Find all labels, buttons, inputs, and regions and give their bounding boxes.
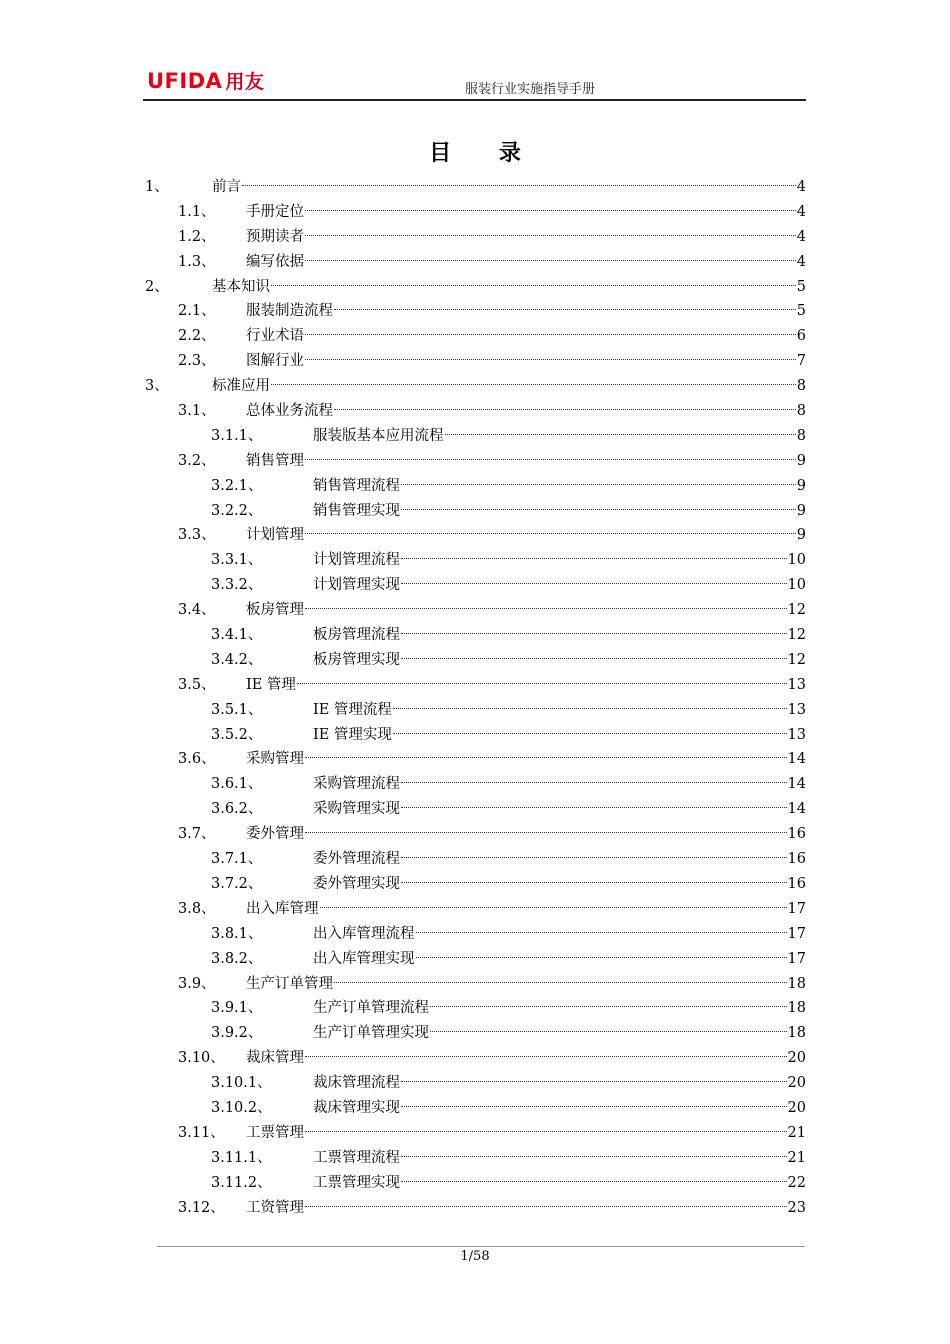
- toc-entry-number: 3.5、: [178, 676, 216, 693]
- toc-entry-line: [246, 1196, 806, 1221]
- toc-entry-line: [313, 1021, 806, 1046]
- toc-entry-line: [246, 1046, 806, 1071]
- toc-entry-page: 14: [787, 751, 806, 768]
- toc-entry-line: [313, 1096, 806, 1121]
- toc-entry-title: 行业术语: [246, 328, 304, 345]
- toc-entry[interactable]: [143, 573, 806, 598]
- toc-entry[interactable]: [143, 225, 806, 250]
- toc-entry-number: 2.2、: [178, 328, 216, 345]
- toc-entry-number: 3.7.1、: [211, 851, 263, 868]
- toc-entry-title: 销售管理实现: [313, 502, 400, 519]
- toc-entry-page: 12: [787, 627, 806, 644]
- toc-entry-number: 3、: [145, 378, 169, 395]
- toc-entry[interactable]: [143, 1146, 806, 1171]
- toc-entry-page: 9: [796, 502, 806, 519]
- toc-entry[interactable]: [143, 922, 806, 947]
- toc-entry[interactable]: [143, 1071, 806, 1096]
- toc-entry-page: 13: [787, 726, 806, 743]
- toc-entry-number: 3.4、: [178, 602, 216, 619]
- toc-entry-number: 3.2.2、: [211, 502, 263, 519]
- toc-entry-title: 生产订单管理实现: [313, 1025, 429, 1042]
- toc-entry-page: 17: [787, 950, 806, 967]
- toc-entry-line: [313, 947, 806, 972]
- toc-entry-number: 2.1、: [178, 303, 216, 320]
- toc-entry-title: 预期读者: [246, 228, 304, 245]
- toc-entry-number: 3.10.2、: [211, 1099, 272, 1116]
- toc-entry-number: 3.10、: [178, 1050, 225, 1067]
- toc-entry-number: 1、: [145, 179, 169, 195]
- toc-entry[interactable]: [143, 1096, 806, 1121]
- toc-dot-leader: [401, 1106, 787, 1107]
- table-of-contents: [143, 175, 806, 1220]
- page-header: [143, 62, 806, 102]
- toc-entry-title: 标准应用: [212, 378, 270, 395]
- toc-entry-line: [313, 872, 806, 897]
- toc-entry-line: [313, 922, 806, 947]
- toc-entry-page: 9: [796, 452, 806, 469]
- header-divider: [143, 99, 806, 101]
- toc-dot-leader: [305, 533, 796, 534]
- toc-entry-line: [313, 623, 806, 648]
- toc-entry-line: [246, 1121, 806, 1146]
- toc-dot-leader: [401, 857, 787, 858]
- toc-entry-page: 18: [787, 975, 806, 992]
- toc-entry-page: 14: [787, 801, 806, 818]
- toc-entry-title: 委外管理流程: [313, 851, 400, 868]
- toc-entry[interactable]: [143, 897, 806, 922]
- toc-entry-line: [313, 772, 806, 797]
- toc-entry[interactable]: [143, 972, 806, 997]
- toc-dot-leader: [393, 708, 787, 709]
- toc-entry-number: 3.4.2、: [211, 651, 263, 668]
- toc-entry-title: 前言: [212, 179, 241, 195]
- toc-entry-line: [246, 972, 806, 997]
- toc-entry[interactable]: [143, 598, 806, 623]
- toc-title: 目 录: [429, 140, 541, 166]
- toc-entry-line: [313, 424, 806, 449]
- toc-entry-number: 3.1、: [178, 403, 216, 420]
- toc-dot-leader: [305, 210, 796, 211]
- toc-dot-leader: [401, 882, 787, 883]
- toc-dot-leader: [401, 583, 787, 584]
- toc-entry-line: [313, 1146, 806, 1171]
- toc-entry-number: 3.8.1、: [211, 925, 263, 942]
- toc-entry[interactable]: [143, 1171, 806, 1196]
- toc-entry-line: [212, 275, 806, 300]
- toc-entry[interactable]: [143, 399, 806, 424]
- toc-entry-number: 3.2.1、: [211, 477, 263, 494]
- toc-dot-leader: [416, 932, 787, 933]
- toc-entry-number: 1.3、: [178, 253, 216, 270]
- toc-entry-line: [313, 698, 806, 723]
- toc-entry-title: 编写依据: [246, 253, 304, 270]
- toc-entry-number: 3.9.2、: [211, 1025, 263, 1042]
- toc-entry-line: [313, 499, 806, 524]
- toc-entry-line: [246, 324, 806, 349]
- ufida-logo: [147, 67, 264, 94]
- toc-entry-number: 3.8、: [178, 900, 216, 917]
- toc-dot-leader: [401, 1156, 787, 1157]
- toc-entry-title: IE 管理流程: [313, 701, 392, 718]
- toc-entry[interactable]: [143, 723, 806, 748]
- toc-entry-title: 委外管理: [246, 826, 304, 843]
- toc-entry-line: [212, 374, 806, 399]
- toc-entry[interactable]: [143, 996, 806, 1021]
- toc-entry-line: [246, 399, 806, 424]
- toc-entry-page: 10: [787, 552, 806, 569]
- toc-dot-leader: [393, 733, 787, 734]
- toc-entry-page: 14: [787, 776, 806, 793]
- toc-entry[interactable]: [143, 299, 806, 324]
- toc-dot-leader: [271, 285, 796, 286]
- toc-entry-line: [246, 449, 806, 474]
- toc-entry-line: [313, 573, 806, 598]
- toc-entry-title: 裁床管理: [246, 1050, 304, 1067]
- toc-entry-page: 5: [796, 303, 806, 320]
- toc-entry-page: 6: [796, 328, 806, 345]
- toc-dot-leader: [305, 459, 796, 460]
- toc-entry-number: 3.10.1、: [211, 1075, 272, 1092]
- toc-entry-line: [212, 175, 806, 200]
- toc-entry[interactable]: [143, 772, 806, 797]
- toc-entry[interactable]: [143, 822, 806, 847]
- toc-entry-page: 18: [787, 1025, 806, 1042]
- toc-entry-title: 销售管理流程: [313, 477, 400, 494]
- toc-entry-number: 3.1.1、: [211, 427, 263, 444]
- toc-dot-leader: [305, 334, 796, 335]
- toc-entry[interactable]: [143, 523, 806, 548]
- toc-entry-line: [313, 648, 806, 673]
- footer-divider: [157, 1246, 805, 1247]
- toc-entry-number: 3.3.1、: [211, 552, 263, 569]
- toc-entry-number: 3.6.1、: [211, 776, 263, 793]
- toc-entry-page: 17: [787, 925, 806, 942]
- toc-entry-number: 3.4.1、: [211, 627, 263, 644]
- toc-entry-number: 2、: [145, 278, 169, 295]
- toc-dot-leader: [401, 633, 787, 634]
- toc-entry-title: 采购管理实现: [313, 801, 400, 818]
- toc-entry-line: [246, 200, 806, 225]
- toc-entry-page: 4: [796, 228, 806, 245]
- toc-dot-leader: [305, 608, 787, 609]
- toc-entry-line: [313, 797, 806, 822]
- toc-dot-leader: [430, 1006, 787, 1007]
- toc-entry-number: 2.3、: [178, 353, 216, 370]
- toc-entry[interactable]: [143, 1021, 806, 1046]
- toc-entry[interactable]: [143, 474, 806, 499]
- toc-entry-title: IE 管理: [246, 676, 296, 693]
- toc-entry[interactable]: [143, 747, 806, 772]
- toc-entry-line: [313, 723, 806, 748]
- toc-entry-number: 3.12、: [178, 1199, 225, 1216]
- toc-entry-page: 20: [787, 1075, 806, 1092]
- toc-entry-page: 4: [796, 203, 806, 220]
- toc-entry-page: 7: [796, 353, 806, 370]
- toc-dot-leader: [401, 1081, 787, 1082]
- toc-entry-line: [246, 598, 806, 623]
- toc-entry-title: 计划管理实现: [313, 577, 400, 594]
- toc-dot-leader: [401, 484, 796, 485]
- toc-entry-page: 16: [787, 875, 806, 892]
- toc-entry-title: 手册定位: [246, 203, 304, 220]
- toc-entry[interactable]: [143, 847, 806, 872]
- toc-entry-title: 生产订单管理流程: [313, 1000, 429, 1017]
- toc-entry-page: 10: [787, 577, 806, 594]
- toc-entry-title: 服装制造流程: [246, 303, 333, 320]
- toc-entry-title: 采购管理流程: [313, 776, 400, 793]
- toc-entry-page: 13: [787, 701, 806, 718]
- toc-entry-title: 委外管理实现: [313, 875, 400, 892]
- toc-dot-leader: [305, 832, 787, 833]
- toc-entry-page: 21: [787, 1149, 806, 1166]
- toc-entry-number: 3.6.2、: [211, 801, 263, 818]
- toc-entry-line: [246, 673, 806, 698]
- toc-entry[interactable]: [143, 1046, 806, 1071]
- toc-dot-leader: [242, 185, 796, 186]
- toc-entry-title: 采购管理: [246, 751, 304, 768]
- toc-entry-page: 4: [796, 253, 806, 270]
- toc-entry[interactable]: [143, 548, 806, 573]
- toc-dot-leader: [305, 1056, 787, 1057]
- toc-entry-page: 9: [796, 477, 806, 494]
- toc-entry-page: 17: [787, 900, 806, 917]
- toc-entry-number: 3.3.2、: [211, 577, 263, 594]
- toc-entry-number: 3.2、: [178, 452, 216, 469]
- toc-entry-page: 16: [787, 851, 806, 868]
- toc-entry-number: 3.5.2、: [211, 726, 263, 743]
- toc-entry-line: [246, 747, 806, 772]
- toc-entry-title: 板房管理实现: [313, 651, 400, 668]
- toc-dot-leader: [305, 260, 796, 261]
- toc-dot-leader: [401, 558, 787, 559]
- toc-entry-line: [313, 1171, 806, 1196]
- toc-entry[interactable]: [143, 200, 806, 225]
- toc-dot-leader: [297, 683, 787, 684]
- toc-entry[interactable]: [143, 673, 806, 698]
- toc-entry-number: 3.7、: [178, 826, 216, 843]
- toc-dot-leader: [401, 1181, 787, 1182]
- toc-entry[interactable]: [143, 424, 806, 449]
- toc-entry-page: 23: [787, 1199, 806, 1216]
- toc-entry-number: 3.7.2、: [211, 875, 263, 892]
- toc-dot-leader: [334, 309, 796, 310]
- toc-entry-number: 3.11、: [178, 1124, 225, 1141]
- toc-dot-leader: [271, 384, 796, 385]
- toc-entry-title: 工票管理流程: [313, 1149, 400, 1166]
- toc-entry[interactable]: [143, 275, 806, 300]
- toc-entry-number: 3.9、: [178, 975, 216, 992]
- toc-dot-leader: [334, 982, 787, 983]
- toc-entry[interactable]: [143, 698, 806, 723]
- toc-entry-title: 图解行业: [246, 353, 304, 370]
- toc-entry-title: 板房管理: [246, 602, 304, 619]
- toc-entry-page: 8: [796, 427, 806, 444]
- toc-entry-line: [313, 1071, 806, 1096]
- toc-entry-line: [246, 349, 806, 374]
- toc-entry-title: 总体业务流程: [246, 403, 333, 420]
- toc-entry-title: 计划管理: [246, 527, 304, 544]
- toc-entry[interactable]: [143, 324, 806, 349]
- toc-entry-line: [246, 225, 806, 250]
- header-title: 服装行业实施指导手册: [465, 82, 596, 97]
- toc-entry[interactable]: [143, 374, 806, 399]
- toc-entry-number: 3.11.2、: [211, 1174, 272, 1191]
- toc-entry-line: [313, 847, 806, 872]
- toc-entry-title: 工资管理: [246, 1199, 304, 1216]
- toc-entry-page: 16: [787, 826, 806, 843]
- toc-dot-leader: [401, 658, 787, 659]
- toc-entry-page: 18: [787, 1000, 806, 1017]
- toc-dot-leader: [305, 235, 796, 236]
- toc-entry-title: 基本知识: [212, 278, 270, 295]
- toc-entry-page: 9: [796, 527, 806, 544]
- logo-text: UFIDA: [147, 69, 223, 93]
- toc-dot-leader: [401, 509, 796, 510]
- toc-entry-title: 服装版基本应用流程: [313, 427, 444, 444]
- toc-dot-leader: [416, 957, 787, 958]
- toc-entry-line: [313, 548, 806, 573]
- toc-entry-title: 出入库管理: [246, 900, 319, 917]
- toc-dot-leader: [401, 782, 787, 783]
- toc-entry-title: IE 管理实现: [313, 726, 392, 743]
- toc-entry[interactable]: [143, 648, 806, 673]
- toc-entry-title: 裁床管理实现: [313, 1099, 400, 1116]
- toc-dot-leader: [305, 1131, 787, 1132]
- toc-entry-page: 12: [787, 651, 806, 668]
- toc-entry-page: 20: [787, 1099, 806, 1116]
- toc-entry-line: [246, 299, 806, 324]
- toc-entry[interactable]: [143, 623, 806, 648]
- toc-entry[interactable]: [143, 1196, 806, 1221]
- toc-entry[interactable]: [143, 797, 806, 822]
- toc-entry-line: [246, 822, 806, 847]
- toc-entry-number: 3.5.1、: [211, 701, 263, 718]
- toc-entry[interactable]: [143, 175, 806, 200]
- toc-entry-page: 8: [796, 378, 806, 395]
- toc-entry-page: 12: [787, 602, 806, 619]
- toc-entry-number: 3.11.1、: [211, 1149, 272, 1166]
- toc-entry-line: [246, 897, 806, 922]
- toc-dot-leader: [320, 907, 787, 908]
- toc-entry[interactable]: [143, 499, 806, 524]
- toc-entry[interactable]: [143, 250, 806, 275]
- toc-entry-page: 20: [787, 1050, 806, 1067]
- toc-entry-line: [246, 250, 806, 275]
- toc-dot-leader: [305, 359, 796, 360]
- toc-entry-page: 22: [787, 1174, 806, 1191]
- toc-dot-leader: [305, 757, 787, 758]
- toc-entry-number: 1.2、: [178, 228, 216, 245]
- toc-entry-line: [313, 474, 806, 499]
- toc-entry-page: 13: [787, 676, 806, 693]
- toc-entry-title: 出入库管理流程: [313, 925, 415, 942]
- toc-entry[interactable]: [143, 1121, 806, 1146]
- toc-entry-title: 工票管理: [246, 1124, 304, 1141]
- toc-entry-number: 1.1、: [178, 203, 216, 220]
- toc-entry-page: 4: [796, 179, 806, 195]
- toc-entry-number: 3.9.1、: [211, 1000, 263, 1017]
- page-number: 1/58: [460, 1249, 490, 1264]
- toc-entry-title: 计划管理流程: [313, 552, 400, 569]
- toc-entry-line: [313, 996, 806, 1021]
- toc-entry-title: 工票管理实现: [313, 1174, 400, 1191]
- toc-dot-leader: [430, 1031, 787, 1032]
- toc-entry-line: [246, 523, 806, 548]
- toc-entry-number: 3.3、: [178, 527, 216, 544]
- toc-entry-title: 板房管理流程: [313, 627, 400, 644]
- toc-entry-page: 5: [796, 278, 806, 295]
- toc-entry-title: 生产订单管理: [246, 975, 333, 992]
- toc-entry[interactable]: [143, 449, 806, 474]
- toc-entry-page: 21: [787, 1124, 806, 1141]
- toc-entry-title: 销售管理: [246, 452, 304, 469]
- toc-entry-page: 8: [796, 403, 806, 420]
- toc-entry-title: 出入库管理实现: [313, 950, 415, 967]
- toc-entry-number: 3.6、: [178, 751, 216, 768]
- toc-dot-leader: [305, 1206, 787, 1207]
- toc-dot-leader: [401, 807, 787, 808]
- toc-entry[interactable]: [143, 349, 806, 374]
- toc-entry-title: 裁床管理流程: [313, 1075, 400, 1092]
- toc-entry[interactable]: [143, 947, 806, 972]
- logo-cn-text: 用友: [225, 71, 265, 93]
- toc-dot-leader: [334, 409, 796, 410]
- toc-dot-leader: [445, 434, 796, 435]
- toc-entry-number: 3.8.2、: [211, 950, 263, 967]
- toc-entry[interactable]: [143, 872, 806, 897]
